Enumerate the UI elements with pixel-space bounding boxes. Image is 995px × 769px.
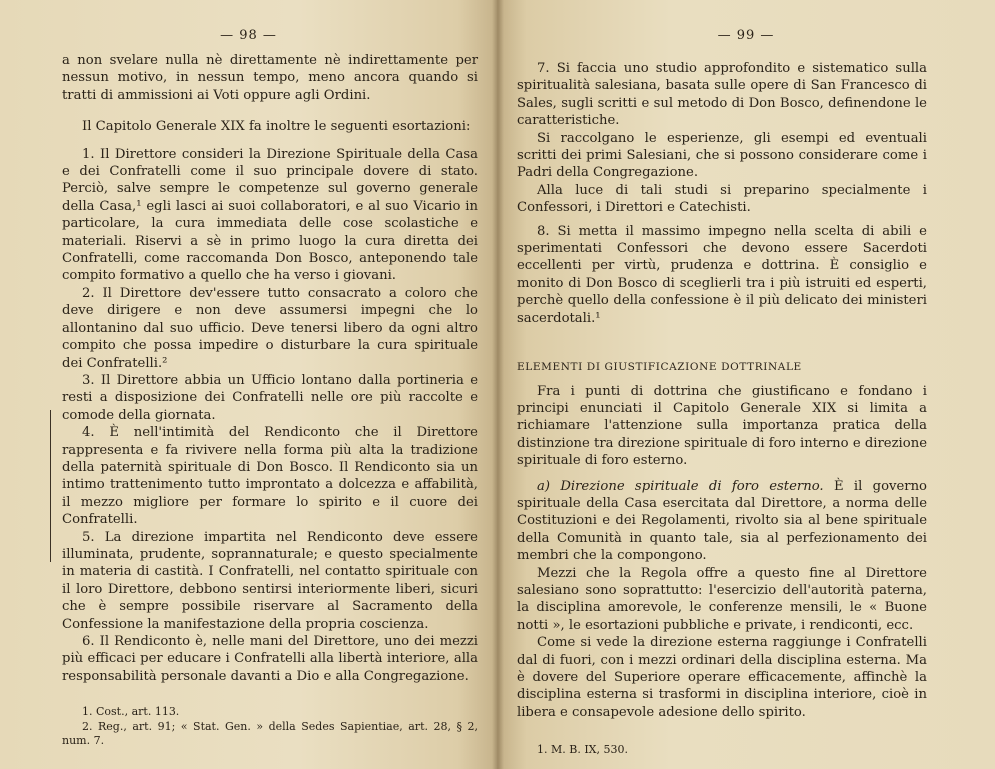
right-footnotes [517,743,927,758]
footnote-1: 1. Cost., art. 113. [82,705,180,719]
item-6: 6. Il Rendiconto è, nelle mani del Direttore, uno dei mezzi più efficaci per educare i Confratelli alla libertà interiore, alla responsabilità personale davanti a Dio e alla Congregazione. [62,634,478,684]
item-7-c: Alla luce di tali studi si preparino specialmente i Confessori, i Direttori e Catechisti. [517,182,927,216]
section-paragraph-3: Mezzi che la Regola offre a questo fine al Direttore salesiano sono soprattutto: l'esercizio dell'autorità paterna, la disciplina amorevole, le conferenze mensili, le « Buone notti », le esortazioni pubbliche e private, i rendiconti, ecc. [517,565,927,633]
item-8: 8. Si metta il massimo impegno nella scelta di abili e sperimentati Confessori che devono essere Sacerdoti eccellenti per virtù, prudenza e dottrina. È consiglio e monito di Don Bosco di sceglierli tra i più istruiti ed esperti, perchè quello della confessione è il più delicato dei ministeri sacerdotali.¹ [517,223,927,326]
section-paragraph-4: Come si vede la direzione esterna raggiunge i Confratelli dal di fuori, con i mezzi ordinari della disciplina esterna. Ma è dovere del Superiore operare efficacemente, affinchè la disciplina esterna si trasformi in disciplina interiore, cioè in libera e consapevole adesione dello spirito. [517,635,927,720]
section-paragraph-1: Fra i punti di dottrina che giustificano e fondano i principi enunciati il Capitolo Generale XIX si limita a richiamare l'attenzione sulla importanza pratica della distinzione tra direzione spirituale di foro interno e direzione spirituale di foro esterno. [517,383,927,469]
subhead-paragraph [517,478,927,565]
item-7: 7. Si faccia uno studio approfondito e sistematico sulla spiritualità salesiana, basata sulle opere di San Francesco di Sales, sugli scritti e sul metodo di Don Bosco, definendone le caratteristiche. [517,61,927,129]
item-7-b: Si raccolgano le esperienze, gli esempi ed eventuali scritti dei primi Salesiani, che si possono considerare come i Padri della Congregazione. [517,130,927,181]
page-number-left: — 98 — [220,28,277,43]
left-page-text [62,52,478,749]
left-footnotes [62,705,478,749]
footnote-r1: 1. M. B. IX, 530. [537,743,628,757]
item-2: 2. Il Direttore dev'essere tutto consacrato a coloro che deve dirigere e non deve assumersi impegni che lo allontanino dal suo ufficio. Deve tenersi libero da ogni altro compito che possa impedire o disturbare la cura spirituale dei Confratelli.² [62,285,478,371]
right-page [497,0,995,769]
item-4: 4. È nell'intimità del Rendiconto che il Direttore rappresenta e fa rivivere nella forma più alta la tradizione della paternità spirituale di Don Bosco. Il Rendiconto sia un intimo trattenimento tutto improntato a dolcezza e affabilità, il mezzo migliore per formare lo spirito e il cuore dei Confratelli. [62,425,478,528]
left-page [0,0,497,769]
right-page-text [517,60,927,758]
margin-mark-line [50,410,51,562]
section-heading: ELEMENTI DI GIUSTIFICAZIONE DOTTRINALE [517,361,802,374]
footnote-2: 2. Reg., art. 91; « Stat. Gen. » della Sedes Sapientiae, art. 28, § 2, num. 7. [62,719,478,748]
item-5: 5. La direzione impartita nel Rendiconto deve essere illuminata, prudente, soprannaturale; e questo specialmente in materia di castità. I Confratelli, nel contatto spirituale con il loro Direttore, debbono sentirsi interiormente liberi, sicuri che è sempre possibile riservare al Sacramento della Confessione la manifestazione della propria coscienza. [62,529,478,632]
item-1: 1. Il Direttore consideri la Direzione Spirituale della Casa e dei Confratelli come il suo principale dovere di stato. Perciò, salve sempre le competenze sul governo generale della Casa,¹ egli lasci ai suoi collaboratori, e al suo Vicario in particolare, la cura immediata delle cose scolastiche e materiali. Riservi a sè in primo luogo la cura diretta dei Confratelli, come raccomanda Don Bosco, anteponendo tale compito formativo a quello che ha verso i giovani. [62,146,478,284]
intro-paragraph: Il Capitolo Generale XIX fa inoltre le seguenti esortazioni: [82,119,471,135]
subhead-text: È il governo spirituale della Casa esercitata dal Direttore, a norma delle Costituzioni e dei Regolamenti, rivolto sia al bene spirituale della Comunità in quanto tale, sia al perfezionamento dei membri che la compongono. [517,478,927,564]
item-3: 3. Il Direttore abbia un Ufficio lontano dalla portineria e resti a disposizione dei Confratelli nelle ore più raccolte e comode della giornata. [62,372,478,423]
page-number-right: — 99 — [717,28,775,43]
opening-paragraph: a non svelare nulla nè direttamente nè indirettamente per nessun motivo, in nessun tempo, meno ancora quando si tratti di ammissioni ai Voti oppure agli Ordini. [62,53,478,103]
subhead-label: a) Direzione spirituale di foro esterno. [537,478,824,494]
